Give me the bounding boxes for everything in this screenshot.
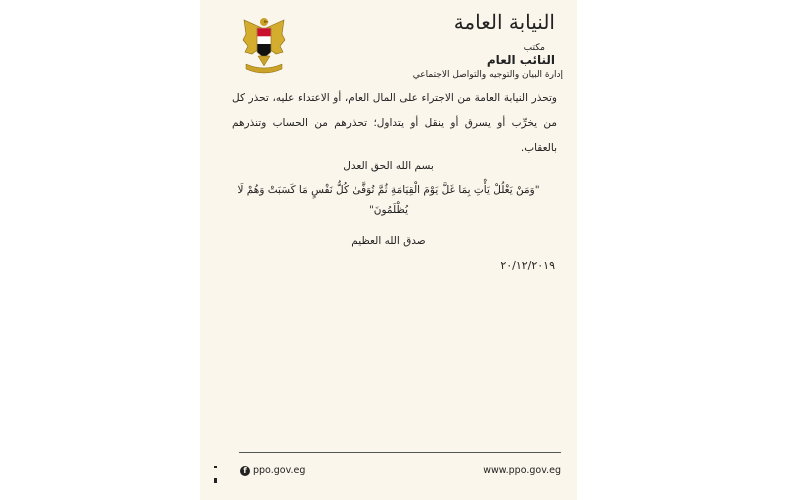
- footer-facebook[interactable]: [240, 465, 305, 476]
- document-date: ٢٠/١٢/٢٠١٩: [500, 259, 555, 272]
- footer-social-label: ppo.gov.eg: [253, 465, 306, 476]
- edge-mark: [214, 478, 217, 483]
- header-office-label: مكتب: [523, 43, 545, 53]
- header-department: إدارة البيان والتوجيه والتواصل الاجتماعي: [412, 70, 563, 80]
- footer-website-link[interactable]: www.ppo.gov.eg: [483, 465, 561, 476]
- footer-divider: [239, 452, 561, 453]
- header-title: النيابة العامة: [453, 10, 555, 34]
- closing-line: صدق الله العظيم: [351, 235, 426, 247]
- document-page: [200, 0, 577, 500]
- edge-mark: [214, 466, 217, 468]
- facebook-icon: f: [240, 466, 250, 476]
- warning-paragraph: وتحذر النيابة العامة من الاجتراء على المال العام، أو الاعتداء عليه، تحذر كل من يخرِّب أو يسرق أو ينقل أو يتداول؛ تحذرهم من الحساب وتنذرهم بالعقاب.: [232, 92, 557, 154]
- quran-verse: "وَمَنْ يَغْلُلْ يَأْتِ بِمَا غَلَّ يَوْمَ الْقِيَامَةِ ثُمَّ تُوَفَّىٰ كُلُّ نَفْسٍ مَا كَسَبَتْ وَهُمْ لَا يُظْلَمُونَ": [237, 184, 540, 216]
- egypt-eagle-emblem-icon: [242, 14, 286, 76]
- header-attorney-general: النائب العام: [486, 53, 555, 67]
- basmala-line: بسم الله الحق العدل: [343, 160, 434, 172]
